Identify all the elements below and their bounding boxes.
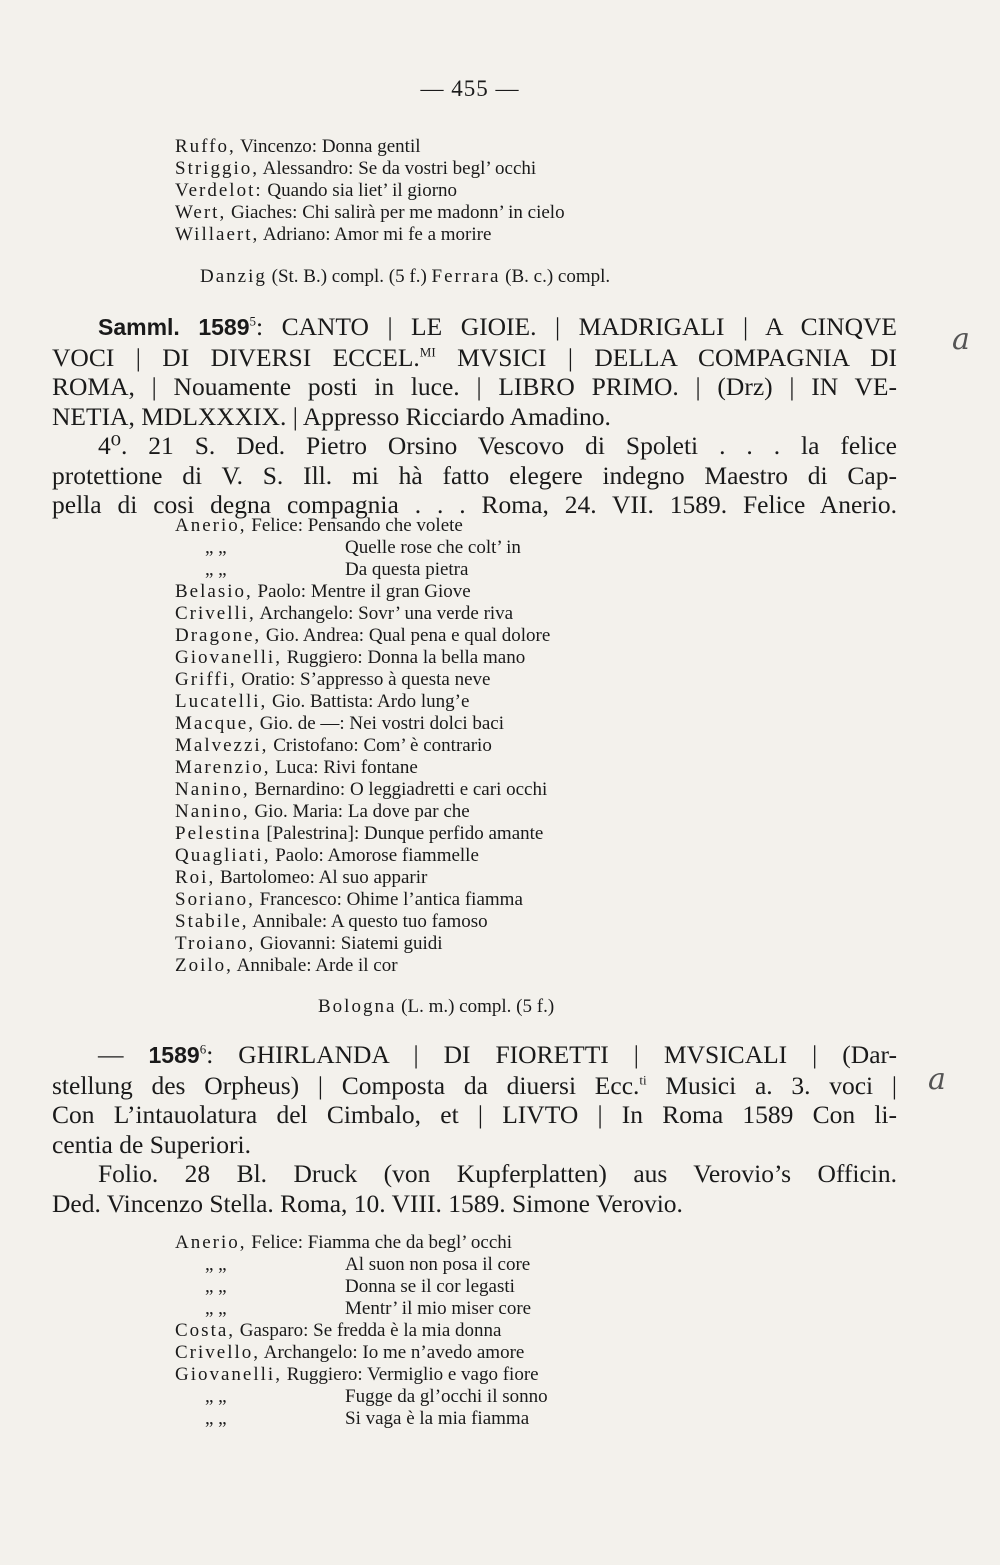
entry-line: Samml. 1589$^5$: CANTO | LE GIOIE. | MADRIGALI | A CINQVE (98, 312, 898, 341)
entry-line: — 1589$^6$: GHIRLANDA | DI FIORETTI | MVSICALI | (Dar- (98, 1040, 897, 1069)
composer-entry (175, 581, 550, 603)
madrigal-title: Si vaga è la mia fiamma (345, 1408, 530, 1429)
composer-forename: Gasparo: (235, 1320, 309, 1341)
madrigal-title: Dunque perfido amante (359, 823, 544, 844)
collection-entry-1589-6 (52, 1040, 897, 1218)
composer-surname: Griffi, (175, 669, 237, 690)
library-name: Ferrara (431, 266, 501, 287)
composer-forename: Archangelo: (255, 603, 354, 624)
madrigal-title: Fiamma che da begl’ occhi (302, 1232, 513, 1253)
collection-entry-1589-5 (52, 312, 897, 520)
composer-surname: Troiano, (175, 933, 256, 954)
composer-surname: Roi, (175, 867, 216, 888)
composer-entry (175, 735, 550, 757)
composer-forename: Francesco: (254, 889, 342, 910)
composer-entry (175, 515, 550, 537)
composer-forename: Alessandro: (258, 158, 354, 179)
entry-line: ROMA, | Nouamente posti in luce. | LIBRO PRIMO. | (Drz) | IN VE- (52, 372, 897, 401)
library-name: Bologna (318, 996, 397, 1017)
madrigal-title: Quando sia liet’ il giorno (262, 180, 458, 201)
madrigal-title: Al suo apparir (314, 867, 428, 888)
madrigal-title: Se fredda è la mia donna (308, 1320, 502, 1341)
composer-surname: Anerio, (175, 1232, 247, 1253)
ditto-mark: „ „ (205, 1254, 227, 1275)
composer-surname: Malvezzi, (175, 735, 269, 756)
composer-forename: Ruggiero: (281, 1364, 363, 1385)
holdings-line-2 (318, 996, 554, 1018)
composer-entry (175, 603, 550, 625)
composer-forename: Ruggiero: (281, 647, 363, 668)
composer-surname: Verdelot: (175, 180, 263, 201)
composer-forename: Gio. de —: (254, 713, 345, 734)
madrigal-title: Rivi fontane (318, 757, 418, 778)
madrigal-title: Al suon non posa il core (345, 1254, 531, 1275)
composer-surname: Stabile, (175, 911, 249, 932)
holding-detail: (B. c.) compl. (500, 266, 611, 287)
composer-forename: [Palestrina]: (261, 823, 360, 844)
composer-surname: Costa, (175, 1320, 236, 1341)
madrigal-title: Quelle rose che colt’ in (345, 537, 521, 558)
composer-entry (175, 1254, 548, 1276)
madrigal-title: Amor mi fe a morire (330, 224, 492, 245)
composer-forename: Cristofano: (268, 735, 359, 756)
composer-surname: Macque, (175, 713, 255, 734)
collection-number-sup: 6 (199, 1041, 207, 1057)
composer-forename: Oratio: (236, 669, 296, 690)
ditto-mark: „ „ (205, 537, 227, 558)
madrigal-title: Pensando che volete (302, 515, 463, 536)
composer-forename: Giovanni: (255, 933, 336, 954)
composer-surname: Marenzio, (175, 757, 271, 778)
entry-line: pella di cosi degna compagnia . . . Roma, 24. VII. 1589. Felice Anerio. (52, 490, 897, 519)
composer-entry (175, 691, 550, 713)
composer-forename: Felice: (246, 1232, 303, 1253)
composer-entry (175, 559, 550, 581)
entry-line: Folio. 28 Bl. Druck (von Kupferplatten) aus Verovio’s Officin. (98, 1159, 897, 1188)
composer-entry (175, 180, 565, 202)
composer-list-2 (175, 515, 550, 977)
ditto-mark: „ „ (205, 1386, 227, 1407)
composer-list-1 (175, 136, 565, 246)
composer-entry (175, 647, 550, 669)
composer-entry (175, 1342, 548, 1364)
composer-surname: Crivello, (175, 1342, 261, 1363)
ditto-mark: „ „ (205, 1298, 227, 1319)
madrigal-title: Donna se il cor legasti (345, 1276, 515, 1297)
collection-label: Samml. 1589 (98, 314, 250, 340)
composer-surname: Pelestina (175, 823, 262, 844)
collection-label: 1589 (148, 1042, 200, 1068)
composer-entry (175, 1232, 548, 1254)
madrigal-title: Amorose fiammelle (323, 845, 479, 866)
composer-surname: Belasio, (175, 581, 253, 602)
composer-entry (175, 537, 550, 559)
composer-entry (175, 158, 565, 180)
madrigal-title: Fugge da gl’occhi il sonno (345, 1386, 548, 1407)
composer-entry (175, 867, 550, 889)
composer-entry (175, 713, 550, 735)
holdings-line-1 (200, 266, 610, 288)
madrigal-title: Donna la bella mano (362, 647, 526, 668)
madrigal-title: Da questa pietra (345, 559, 469, 580)
madrigal-title: Com’ è contrario (358, 735, 492, 756)
composer-surname: Nanino, (175, 779, 250, 800)
composer-forename: Vincenzo: (235, 136, 318, 157)
madrigal-title: Siatemi guidi (335, 933, 443, 954)
composer-entry (175, 933, 550, 955)
composer-entry (175, 779, 550, 801)
composer-forename: Annibale: (232, 955, 312, 976)
composer-surname: Giovanelli, (175, 647, 282, 668)
composer-forename: Giaches: (226, 202, 298, 223)
composer-entry (175, 625, 550, 647)
composer-forename: Adriano: (259, 224, 331, 245)
composer-surname: Lucatelli, (175, 691, 268, 712)
margin-note: a (928, 1062, 946, 1097)
composer-entry (175, 955, 550, 977)
composer-forename: Annibale: (248, 911, 328, 932)
entry-line: protettione di V. S. Ill. mi hà fatto elegere indegno Maestro di Cap- (52, 460, 897, 490)
composer-surname: Zoilo, (175, 955, 233, 976)
madrigal-title: A questo tuo famoso (327, 911, 488, 932)
composer-forename: Paolo: (252, 581, 307, 602)
madrigal-title: Chi salirà per me madonn’ in cielo (297, 202, 565, 223)
composer-list-3 (175, 1232, 548, 1430)
entry-line: 4⁰. 21 S. Ded. Pietro Orsino Vescovo di Spoleti . . . la felice (98, 431, 897, 460)
composer-entry (175, 1408, 548, 1430)
composer-forename: Gio. Maria: (249, 801, 344, 822)
composer-forename: Luca: (270, 757, 319, 778)
composer-entry (175, 823, 550, 845)
madrigal-title: Ohime l’antica fiamma (341, 889, 523, 910)
composer-surname: Dragone, (175, 625, 262, 646)
holding-detail: (L. m.) compl. (5 f.) (396, 996, 555, 1017)
composer-surname: Nanino, (175, 801, 250, 822)
holding-detail: (St. B.) compl. (5 f.) (266, 266, 432, 287)
madrigal-title: Donna gentil (317, 136, 421, 157)
composer-entry (175, 889, 550, 911)
madrigal-title: Io me n’avedo amore (357, 1342, 525, 1363)
madrigal-title: La dove par che (343, 801, 470, 822)
entry-line: NETIA, MDLXXXIX. | Appresso Ricciardo Amadino. (52, 401, 611, 431)
composer-entry (175, 801, 550, 823)
entry-line: stellung des Orpheus) | Composta da diuersi Ecc.$^{ti}$ Musici a. 3. voci | (52, 1070, 897, 1100)
margin-note: a (952, 322, 970, 357)
composer-surname: Giovanelli, (175, 1364, 282, 1385)
composer-entry (175, 1386, 548, 1408)
madrigal-title: Vermiglio e vago fiore (362, 1364, 539, 1385)
composer-surname: Quagliati, (175, 845, 271, 866)
composer-forename: Bernardino: (249, 779, 346, 800)
composer-entry (175, 1364, 548, 1386)
composer-forename: Gio. Battista: (267, 691, 374, 712)
collection-number-sup: 5 (249, 313, 256, 329)
ditto-mark: „ „ (205, 1276, 227, 1297)
ditto-mark: „ „ (205, 559, 227, 580)
ditto-mark: „ „ (205, 1408, 227, 1429)
composer-forename: Paolo: (270, 845, 324, 866)
page-number: — 455 — (420, 76, 520, 101)
composer-entry (175, 224, 565, 246)
composer-entry (175, 1320, 548, 1342)
composer-entry (175, 911, 550, 933)
composer-forename: Bartolomeo: (215, 867, 315, 888)
composer-entry (175, 757, 550, 779)
composer-surname: Soriano, (175, 889, 255, 910)
library-name: Danzig (200, 266, 267, 287)
madrigal-title: Se da vostri begl’ occhi (353, 158, 537, 179)
madrigal-title: Mentre il gran Giove (306, 581, 471, 602)
madrigal-title: Sovr’ una verde riva (353, 603, 514, 624)
composer-surname: Willaert, (175, 224, 260, 245)
madrigal-title: Mentr’ il mio miser core (345, 1298, 532, 1319)
composer-entry (175, 1298, 548, 1320)
composer-surname: Ruffo, (175, 136, 236, 157)
madrigal-title: Arde il cor (311, 955, 398, 976)
entry-line: Ded. Vincenzo Stella. Roma, 10. VIII. 1589. Simone Verovio. (52, 1188, 683, 1218)
composer-forename: Gio. Andrea: (261, 625, 365, 646)
composer-entry (175, 669, 550, 691)
entry-line: VOCI | DI DIVERSI ECCEL.$^{MI}$ MVSICI | DELLA COMPAGNIA DI (52, 342, 897, 372)
composer-surname: Crivelli, (175, 603, 256, 624)
madrigal-title: Qual pena e qual dolore (364, 625, 551, 646)
composer-entry (175, 202, 565, 224)
composer-surname: Wert, (175, 202, 227, 223)
madrigal-title: O leggiadretti e cari occhi (345, 779, 548, 800)
composer-entry (175, 845, 550, 867)
composer-forename: Archangelo: (260, 1342, 358, 1363)
entry-line: centia de Superiori. (52, 1129, 251, 1159)
madrigal-title: Ardo lung’e (373, 691, 470, 712)
madrigal-title: Nei vostri dolci baci (344, 713, 505, 734)
composer-entry (175, 136, 565, 158)
composer-surname: Anerio, (175, 515, 247, 536)
composer-surname: Striggio, (175, 158, 259, 179)
madrigal-title: S’appresso à questa neve (295, 669, 491, 690)
composer-forename: Felice: (246, 515, 303, 536)
composer-entry (175, 1276, 548, 1298)
entry-line: Con L’intauolatura del Cimbalo, et | LIVTO | In Roma 1589 Con li- (52, 1100, 897, 1129)
